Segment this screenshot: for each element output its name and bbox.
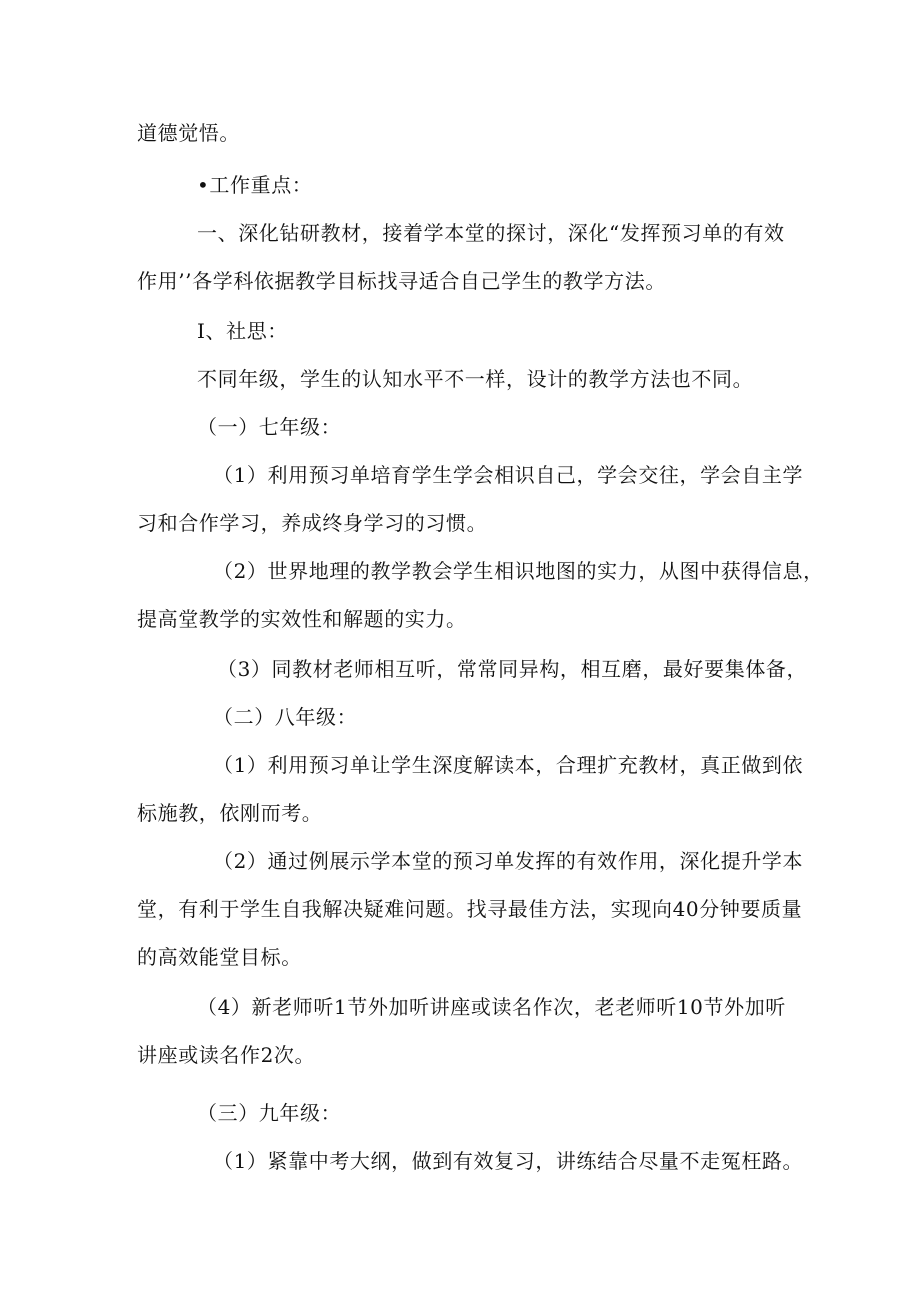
paragraph-line: 作用’’各学科依据教学目标找寻适合自己学生的教学方法。 — [137, 269, 666, 293]
paragraph-line: 标施教，依刚而考。 — [137, 801, 323, 825]
paragraph-line: （2）世界地理的教学教会学生相识地图的实力，从图中获得信息， — [213, 559, 824, 583]
section-heading: •工作重点： — [197, 173, 313, 197]
paragraph-line: 讲座或读名作2次。 — [137, 1043, 316, 1067]
paragraph-line: （1）紧靠中考大纲，做到有效复习，讲练结合尽量不走冤枉路。 — [213, 1149, 804, 1173]
grade-heading: （三）九年级： — [197, 1101, 342, 1125]
paragraph-line: （1）利用预习单让学生深度解读本，合理扩充教材，真正做到依 — [213, 753, 804, 777]
paragraph-line: （2）通过例展示学本堂的预习单发挥的有效作用，深化提升学本 — [213, 849, 804, 873]
paragraph-line: 的高效能堂目标。 — [137, 945, 302, 969]
paragraph-line: （3）同教材老师相互听，常常同异构，相互磨，最好要集体备， — [217, 657, 808, 681]
paragraph-line: 提高堂教学的实效性和解题的实力。 — [137, 607, 467, 631]
paragraph-line: 一、深化钻研教材，接着学本堂的探讨，深化“发挥预习单的有效 — [197, 221, 785, 245]
paragraph-line: （4）新老师听1节外加听讲座或读名作次，老老师听10节外加听 — [197, 995, 786, 1019]
paragraph-line: 道德觉悟。 — [137, 121, 240, 145]
grade-heading: （一）七年级： — [197, 415, 342, 439]
paragraph-line: 堂，有利于学生自我解决疑难问题。找寻最佳方法，实现向40分钟要质量 — [137, 897, 803, 921]
grade-heading: （二）八年级： — [213, 705, 358, 729]
paragraph-line: 不同年级，学生的认知水平不一样，设计的教学方法也不同。 — [197, 367, 754, 391]
paragraph-line: （1）利用预习单培育学生学会相识自己，学会交往，学会自主学 — [213, 463, 804, 487]
paragraph-line: 习和合作学习，养成终身学习的习惯。 — [137, 511, 488, 535]
subsection-heading: I、社思： — [197, 319, 288, 343]
